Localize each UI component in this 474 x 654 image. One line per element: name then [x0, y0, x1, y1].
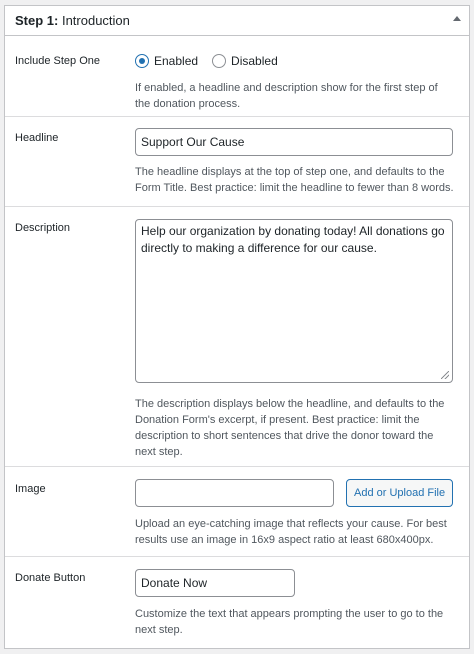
settings-panel — [4, 5, 470, 649]
description-field — [135, 219, 455, 460]
headline-input[interactable] — [135, 128, 453, 156]
include-step-one-help: If enabled, a headline and description show for the first step of the donation process. — [135, 82, 438, 110]
enabled-radio-label[interactable]: Enabled — [154, 54, 199, 68]
donate-button-help: Customize the text that appears prompting the user to go to the next step. — [135, 608, 444, 636]
collapse-arrow-icon[interactable] — [453, 16, 461, 21]
image-label: Image — [15, 483, 46, 495]
panel-title-text: Introduction — [58, 13, 130, 28]
include-step-one-row — [5, 36, 469, 117]
headline-label: Headline — [15, 132, 59, 144]
image-url-input[interactable] — [135, 479, 334, 507]
headline-field — [135, 128, 455, 196]
enabled-radio[interactable] — [135, 54, 149, 68]
include-step-one-label: Include Step One — [15, 55, 101, 67]
panel-title — [15, 13, 130, 28]
image-field — [135, 479, 455, 548]
include-step-one-radio-group — [135, 53, 455, 69]
description-row — [5, 207, 469, 467]
donate-button-label: Donate Button — [15, 572, 86, 584]
image-row — [5, 467, 469, 557]
headline-help: The headline displays at the top of step one, and defaults to the Form Title. Best practice: limit the headline to fewer than 8 words. — [135, 166, 454, 194]
description-textarea[interactable] — [135, 219, 453, 383]
panel-title-step: Step 1: — [15, 13, 59, 28]
headline-row — [5, 117, 469, 207]
description-help: The description displays below the headline, and defaults to the Donation Form's excerpt, if present. Best practice: limit the description to short sentences that drive the donor toward the next step. — [135, 398, 445, 458]
disabled-radio[interactable] — [212, 54, 226, 68]
image-controls — [135, 479, 455, 507]
description-textarea-wrap — [135, 219, 453, 383]
image-help: Upload an eye-catching image that reflects your cause. For best results use an image in 16x9 aspect ratio at least 680x400px. — [135, 518, 447, 546]
disabled-radio-label[interactable]: Disabled — [231, 54, 278, 68]
include-step-one-field — [135, 53, 455, 112]
donate-button-text-input[interactable] — [135, 569, 295, 597]
resize-handle-icon[interactable] — [441, 371, 449, 379]
panel-header[interactable] — [5, 6, 469, 36]
description-label: Description — [15, 222, 71, 234]
donate-button-field — [135, 569, 455, 638]
add-or-upload-file-button[interactable]: Add or Upload File — [346, 479, 453, 507]
donate-button-row — [5, 557, 469, 647]
